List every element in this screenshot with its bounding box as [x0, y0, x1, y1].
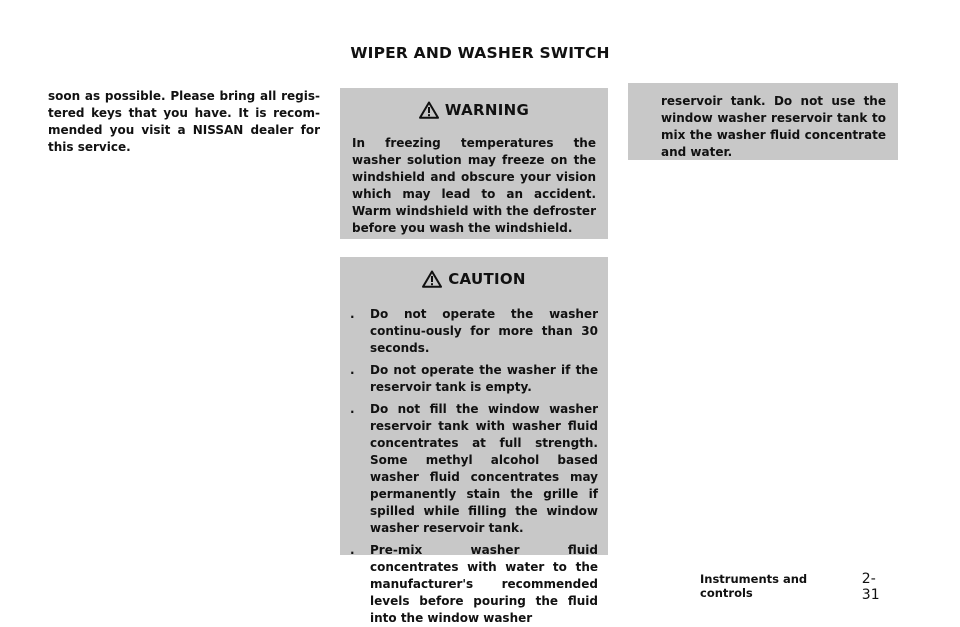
- warning-heading-label: WARNING: [444, 101, 530, 119]
- warning-text: In freezing temperatures the washer solution may freeze on the windshield and obscure your vision which may lead to an accident. Warm windshield with the defroster before you wash the windshield.: [352, 136, 596, 235]
- caution-item-text: Pre-mix washer fluid concentrates with water to the manufacturer's recommended levels before pouring the fluid into the window washer: [370, 543, 598, 625]
- warning-heading: [352, 101, 596, 119]
- intro-paragraph: soon as possible. Please bring all regis-tered keys that you have. It is recom-mended you visit a NISSAN dealer for this service.: [48, 89, 320, 154]
- list-item: [350, 362, 598, 396]
- list-item: [350, 306, 598, 357]
- bullet: .: [350, 363, 355, 377]
- page-footer: [700, 571, 940, 603]
- list-item: [350, 401, 598, 537]
- bullet: .: [350, 402, 355, 416]
- bullet: .: [350, 543, 355, 557]
- caution-continuation-text: reservoir tank. Do not use the window washer reservoir tank to mix the washer fluid concentrate and water.: [661, 94, 886, 159]
- warning-box: [340, 88, 608, 239]
- list-item: [350, 542, 598, 627]
- caution-item-text: Do not fill the window washer reservoir tank with washer fluid concentrates at full strength. Some methyl alcohol based washer fluid concentrates may permanently stain the grille if spilled while filling the window washer reservoir tank.: [370, 402, 598, 535]
- warning-triangle-icon: [419, 101, 439, 119]
- page-number: 2-31: [861, 571, 880, 603]
- caution-list: [350, 306, 598, 627]
- caution-item-text: Do not operate the washer if the reservoir tank is empty.: [370, 363, 598, 394]
- footer-section-label: Instruments and controls: [700, 572, 808, 600]
- caution-heading: [350, 270, 598, 288]
- caution-heading-label: CAUTION: [448, 270, 526, 288]
- caution-box: [340, 257, 608, 625]
- caution-continuation-box: [628, 83, 898, 160]
- bullet: .: [350, 307, 355, 321]
- warning-triangle-icon: [422, 270, 442, 288]
- section-title: WIPER AND WASHER SWITCH: [350, 44, 610, 62]
- caution-item-text: Do not operate the washer continu-ously for more than 30 seconds.: [370, 307, 598, 355]
